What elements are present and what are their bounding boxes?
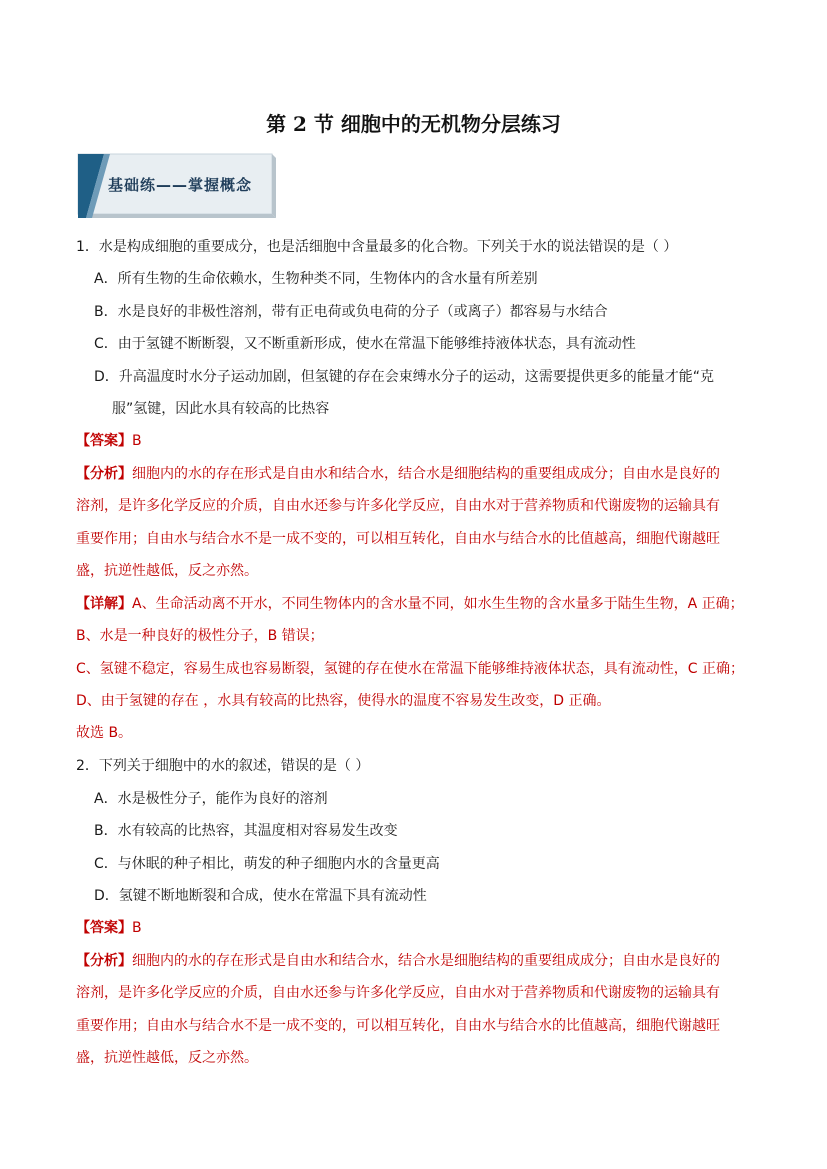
q1-detail-line-4: D、由于氢键的存在 ，水具有较高的比热容，使得水的温度不容易发生改变，D 正确。 xyxy=(76,693,611,709)
q1-detail-line-3: C、氢键不稳定，容易生成也容易断裂，氢键的存在使水在常温下能够维持液体状态，具有流动性，C 正确； xyxy=(76,661,744,677)
q1-detail-line-1 xyxy=(76,594,744,614)
q1-answer xyxy=(76,431,142,451)
q2-analysis-line-4: 盛，抗逆性越低，反之亦然。 xyxy=(76,1050,258,1066)
analysis-tag: 【分析】 xyxy=(76,953,132,969)
q2-stem: 2．下列关于细胞中的水的叙述，错误的是（ ） xyxy=(76,758,370,774)
q1-analysis-line-4: 盛，抗逆性越低，反之亦然。 xyxy=(76,563,258,579)
q1-option-c: C．由于氢键不断断裂，又不断重新形成，使水在常温下能够维持液体状态，具有流动性 xyxy=(94,336,636,352)
answer-tag: 【答案】 xyxy=(76,920,132,936)
analysis-tag: 【分析】 xyxy=(76,466,132,482)
analysis-text: 细胞内的水的存在形式是自由水和结合水，结合水是细胞结构的重要组成成分；自由水是良好的 xyxy=(132,953,720,969)
answer-value: B xyxy=(132,920,142,936)
q1-option-d: D．升高温度时水分子运动加剧，但氢键的存在会束缚水分子的运动，这需要提供更多的能量才能“克 xyxy=(94,369,715,385)
q2-analysis-line-2: 溶剂，是许多化学反应的介质，自由水还参与许多化学反应，自由水对于营养物质和代谢废物的运输具有 xyxy=(76,985,720,1001)
banner-label: 基础练——掌握概念 xyxy=(108,176,253,194)
q1-option-d-cont: 服”氢键，因此水具有较高的比热容 xyxy=(112,401,330,417)
answer-tag: 【答案】 xyxy=(76,433,132,449)
section-banner xyxy=(76,152,276,220)
q2-answer xyxy=(76,918,142,938)
q1-analysis-line-3: 重要作用；自由水与结合水不是一成不变的，可以相互转化，自由水与结合水的比值越高，细胞代谢越旺 xyxy=(76,531,720,547)
q2-option-b: B．水有较高的比热容，其温度相对容易发生改变 xyxy=(94,823,398,839)
q1-detail-line-2: B、水是一种良好的极性分子，B 错误； xyxy=(76,628,324,644)
q2-option-c: C．与休眠的种子相比，萌发的种子细胞内水的含量更高 xyxy=(94,856,440,872)
q2-option-a: A．水是极性分子，能作为良好的溶剂 xyxy=(94,791,328,807)
analysis-text: 细胞内的水的存在形式是自由水和结合水，结合水是细胞结构的重要组成成分；自由水是良好的 xyxy=(132,466,720,482)
q2-option-d: D．氢键不断地断裂和合成，使水在常温下具有流动性 xyxy=(94,888,427,904)
q1-option-b: B．水是良好的非极性溶剂，带有正电荷或负电荷的分子（或离子）都容易与水结合 xyxy=(94,304,608,320)
page-title: 第 2 节 细胞中的无机物分层练习 xyxy=(266,112,561,136)
detail-tag: 【详解】 xyxy=(76,596,132,612)
q1-analysis-line-1 xyxy=(76,464,720,484)
q1-option-a: A．所有生物的生命依赖水，生物种类不同，生物体内的含水量有所差别 xyxy=(94,271,538,287)
q1-stem: 1．水是构成细胞的重要成分，也是活细胞中含量最多的化合物。下列关于水的说法错误的是（ ） xyxy=(76,239,678,255)
answer-value: B xyxy=(132,433,142,449)
q1-analysis-line-2: 溶剂，是许多化学反应的介质，自由水还参与许多化学反应，自由水对于营养物质和代谢废物的运输具有 xyxy=(76,498,720,514)
q2-analysis-line-3: 重要作用；自由水与结合水不是一成不变的，可以相互转化，自由水与结合水的比值越高，细胞代谢越旺 xyxy=(76,1018,720,1034)
q2-analysis-line-1 xyxy=(76,951,720,971)
q1-detail-line-5: 故选 B。 xyxy=(76,725,133,741)
detail-text: A、生命活动离不开水，不同生物体内的含水量不同，如水生生物的含水量多于陆生生物，A 正确； xyxy=(132,596,744,612)
